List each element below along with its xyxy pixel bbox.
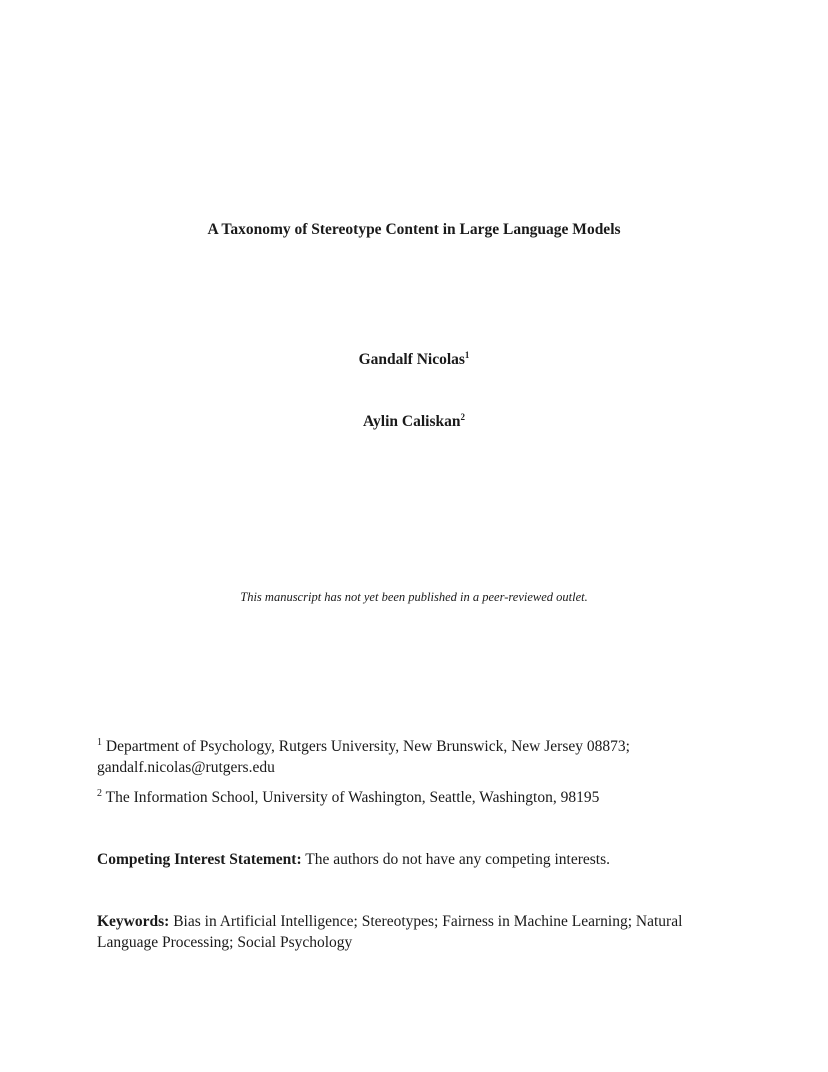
affiliation-1-text: Department of Psychology, Rutgers University, New Brunswick, New Jersey 08873;	[105, 738, 630, 755]
competing-interest-label: Competing Interest Statement:	[97, 851, 302, 868]
competing-interest-text: The authors do not have any competing interests.	[305, 851, 610, 868]
publication-note: This manuscript has not yet been published in a peer-reviewed outlet.	[240, 590, 588, 604]
affiliation-1-email: gandalf.nicolas@rutgers.edu	[97, 759, 275, 776]
affiliation-2	[97, 787, 737, 808]
competing-interest-statement	[97, 849, 737, 870]
author-1-marker: 1	[464, 349, 470, 360]
paper-title: A Taxonomy of Stereotype Content in Large Language Models	[207, 221, 621, 238]
keywords-label: Keywords:	[97, 913, 170, 930]
author-1	[0, 351, 828, 369]
affiliation-2-text: The Information School, University of Washington, Seattle, Washington, 98195	[105, 789, 600, 806]
affiliation-1-marker: 1	[97, 736, 102, 748]
keywords-text: Bias in Artificial Intelligence; Stereotypes; Fairness in Machine Learning; Natural Language Processing; Social Psychology	[97, 913, 683, 951]
author-1-name: Gandalf Nicolas	[358, 351, 465, 368]
affiliation-1	[97, 736, 737, 778]
author-2-marker: 2	[460, 411, 465, 422]
keywords	[97, 911, 737, 953]
author-2	[0, 413, 828, 431]
affiliation-2-marker: 2	[97, 787, 102, 799]
author-2-name: Aylin Caliskan	[363, 413, 461, 430]
